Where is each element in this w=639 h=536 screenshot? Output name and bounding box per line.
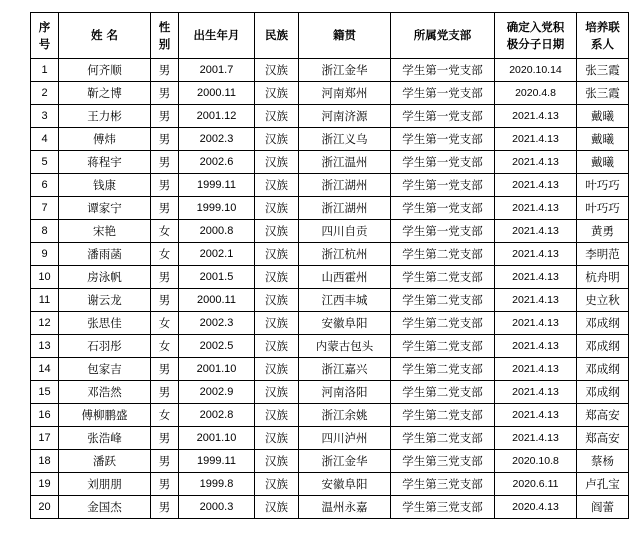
cell-contact: 郑高安 bbox=[577, 427, 629, 450]
cell-origin: 河南洛阳 bbox=[299, 381, 391, 404]
cell-birth: 2001.12 bbox=[179, 105, 255, 128]
cell-branch: 学生第二党支部 bbox=[391, 266, 495, 289]
cell-contact: 黄勇 bbox=[577, 220, 629, 243]
cell-ethnicity: 汉族 bbox=[255, 381, 299, 404]
table-row bbox=[31, 358, 629, 381]
cell-branch: 学生第一党支部 bbox=[391, 128, 495, 151]
cell-date: 2020.10.8 bbox=[495, 450, 577, 473]
cell-origin: 江西丰城 bbox=[299, 289, 391, 312]
cell-gender: 女 bbox=[151, 312, 179, 335]
cell-birth: 1999.10 bbox=[179, 197, 255, 220]
cell-origin: 内蒙古包头 bbox=[299, 335, 391, 358]
cell-birth: 2002.6 bbox=[179, 151, 255, 174]
cell-branch: 学生第二党支部 bbox=[391, 312, 495, 335]
cell-gender: 男 bbox=[151, 266, 179, 289]
cell-origin: 浙江杭州 bbox=[299, 243, 391, 266]
cell-origin: 浙江湖州 bbox=[299, 174, 391, 197]
cell-branch: 学生第三党支部 bbox=[391, 496, 495, 519]
cell-origin: 浙江嘉兴 bbox=[299, 358, 391, 381]
header-seq: 序 号 bbox=[31, 13, 59, 59]
cell-gender: 女 bbox=[151, 335, 179, 358]
cell-ethnicity: 汉族 bbox=[255, 59, 299, 82]
cell-date: 2021.4.13 bbox=[495, 289, 577, 312]
cell-origin: 安徽阜阳 bbox=[299, 312, 391, 335]
cell-date: 2021.4.13 bbox=[495, 427, 577, 450]
cell-seq: 15 bbox=[31, 381, 59, 404]
cell-contact: 杭舟明 bbox=[577, 266, 629, 289]
table-row bbox=[31, 266, 629, 289]
cell-gender: 男 bbox=[151, 59, 179, 82]
cell-gender: 男 bbox=[151, 289, 179, 312]
cell-ethnicity: 汉族 bbox=[255, 174, 299, 197]
cell-name: 潘跃 bbox=[59, 450, 151, 473]
cell-seq: 5 bbox=[31, 151, 59, 174]
cell-name: 谭家宁 bbox=[59, 197, 151, 220]
cell-name: 谢云龙 bbox=[59, 289, 151, 312]
cell-birth: 2002.8 bbox=[179, 404, 255, 427]
cell-birth: 1999.11 bbox=[179, 174, 255, 197]
cell-seq: 13 bbox=[31, 335, 59, 358]
cell-seq: 3 bbox=[31, 105, 59, 128]
cell-date: 2021.4.13 bbox=[495, 312, 577, 335]
cell-date: 2020.4.8 bbox=[495, 82, 577, 105]
cell-branch: 学生第一党支部 bbox=[391, 82, 495, 105]
cell-origin: 安徽阜阳 bbox=[299, 473, 391, 496]
cell-date: 2021.4.13 bbox=[495, 197, 577, 220]
header-row bbox=[31, 13, 629, 59]
cell-gender: 男 bbox=[151, 427, 179, 450]
table-row bbox=[31, 151, 629, 174]
header-gender: 性 别 bbox=[151, 13, 179, 59]
cell-gender: 男 bbox=[151, 151, 179, 174]
cell-branch: 学生第二党支部 bbox=[391, 427, 495, 450]
cell-gender: 男 bbox=[151, 381, 179, 404]
cell-contact: 戴曦 bbox=[577, 105, 629, 128]
table-row bbox=[31, 82, 629, 105]
cell-origin: 四川自贡 bbox=[299, 220, 391, 243]
cell-birth: 1999.11 bbox=[179, 450, 255, 473]
cell-name: 王力彬 bbox=[59, 105, 151, 128]
table-row bbox=[31, 197, 629, 220]
cell-ethnicity: 汉族 bbox=[255, 151, 299, 174]
cell-seq: 18 bbox=[31, 450, 59, 473]
cell-birth: 2002.9 bbox=[179, 381, 255, 404]
table-row bbox=[31, 496, 629, 519]
activist-roster-sheet bbox=[30, 12, 629, 519]
cell-name: 刘朋朋 bbox=[59, 473, 151, 496]
cell-birth: 2002.1 bbox=[179, 243, 255, 266]
cell-gender: 男 bbox=[151, 82, 179, 105]
cell-gender: 男 bbox=[151, 174, 179, 197]
cell-date: 2021.4.13 bbox=[495, 220, 577, 243]
cell-branch: 学生第二党支部 bbox=[391, 243, 495, 266]
cell-seq: 17 bbox=[31, 427, 59, 450]
cell-gender: 男 bbox=[151, 358, 179, 381]
cell-seq: 12 bbox=[31, 312, 59, 335]
cell-seq: 4 bbox=[31, 128, 59, 151]
cell-name: 邓浩然 bbox=[59, 381, 151, 404]
cell-name: 傅柳鹏盛 bbox=[59, 404, 151, 427]
cell-birth: 2002.3 bbox=[179, 312, 255, 335]
cell-gender: 女 bbox=[151, 404, 179, 427]
cell-branch: 学生第一党支部 bbox=[391, 174, 495, 197]
cell-branch: 学生第一党支部 bbox=[391, 220, 495, 243]
header-branch: 所属党支部 bbox=[391, 13, 495, 59]
cell-ethnicity: 汉族 bbox=[255, 335, 299, 358]
cell-branch: 学生第一党支部 bbox=[391, 197, 495, 220]
cell-branch: 学生第二党支部 bbox=[391, 358, 495, 381]
cell-contact: 邓成纲 bbox=[577, 335, 629, 358]
cell-ethnicity: 汉族 bbox=[255, 197, 299, 220]
cell-ethnicity: 汉族 bbox=[255, 404, 299, 427]
cell-branch: 学生第二党支部 bbox=[391, 404, 495, 427]
cell-name: 何齐顺 bbox=[59, 59, 151, 82]
cell-date: 2020.10.14 bbox=[495, 59, 577, 82]
cell-origin: 河南济源 bbox=[299, 105, 391, 128]
cell-contact: 戴曦 bbox=[577, 151, 629, 174]
cell-origin: 浙江湖州 bbox=[299, 197, 391, 220]
cell-branch: 学生第三党支部 bbox=[391, 450, 495, 473]
cell-seq: 10 bbox=[31, 266, 59, 289]
cell-date: 2021.4.13 bbox=[495, 243, 577, 266]
cell-seq: 20 bbox=[31, 496, 59, 519]
cell-contact: 邓成纲 bbox=[577, 312, 629, 335]
cell-origin: 浙江金华 bbox=[299, 450, 391, 473]
cell-ethnicity: 汉族 bbox=[255, 473, 299, 496]
cell-date: 2021.4.13 bbox=[495, 335, 577, 358]
cell-contact: 李明范 bbox=[577, 243, 629, 266]
cell-contact: 叶巧巧 bbox=[577, 174, 629, 197]
cell-ethnicity: 汉族 bbox=[255, 128, 299, 151]
cell-branch: 学生第二党支部 bbox=[391, 289, 495, 312]
cell-date: 2020.6.11 bbox=[495, 473, 577, 496]
cell-origin: 浙江余姚 bbox=[299, 404, 391, 427]
roster-body bbox=[31, 59, 629, 519]
cell-seq: 16 bbox=[31, 404, 59, 427]
cell-ethnicity: 汉族 bbox=[255, 427, 299, 450]
cell-name: 潘雨菡 bbox=[59, 243, 151, 266]
cell-date: 2021.4.13 bbox=[495, 151, 577, 174]
cell-seq: 9 bbox=[31, 243, 59, 266]
cell-seq: 19 bbox=[31, 473, 59, 496]
activist-roster-table bbox=[30, 12, 629, 519]
header-name: 姓 名 bbox=[59, 13, 151, 59]
cell-contact: 戴曦 bbox=[577, 128, 629, 151]
header-contact: 培养联 系人 bbox=[577, 13, 629, 59]
table-row bbox=[31, 128, 629, 151]
cell-contact: 叶巧巧 bbox=[577, 197, 629, 220]
cell-name: 钱康 bbox=[59, 174, 151, 197]
cell-ethnicity: 汉族 bbox=[255, 243, 299, 266]
cell-name: 宋艳 bbox=[59, 220, 151, 243]
cell-name: 傅炜 bbox=[59, 128, 151, 151]
cell-date: 2021.4.13 bbox=[495, 404, 577, 427]
cell-seq: 7 bbox=[31, 197, 59, 220]
cell-name: 蒋程宇 bbox=[59, 151, 151, 174]
cell-ethnicity: 汉族 bbox=[255, 82, 299, 105]
table-row bbox=[31, 404, 629, 427]
cell-name: 房泳帆 bbox=[59, 266, 151, 289]
cell-ethnicity: 汉族 bbox=[255, 496, 299, 519]
cell-ethnicity: 汉族 bbox=[255, 450, 299, 473]
cell-ethnicity: 汉族 bbox=[255, 266, 299, 289]
header-ethnicity: 民族 bbox=[255, 13, 299, 59]
cell-name: 靳之博 bbox=[59, 82, 151, 105]
cell-birth: 2001.5 bbox=[179, 266, 255, 289]
table-row bbox=[31, 450, 629, 473]
cell-birth: 2001.10 bbox=[179, 427, 255, 450]
cell-origin: 浙江金华 bbox=[299, 59, 391, 82]
cell-date: 2021.4.13 bbox=[495, 174, 577, 197]
cell-name: 包家吉 bbox=[59, 358, 151, 381]
cell-origin: 河南郑州 bbox=[299, 82, 391, 105]
cell-birth: 2002.3 bbox=[179, 128, 255, 151]
cell-branch: 学生第一党支部 bbox=[391, 151, 495, 174]
cell-ethnicity: 汉族 bbox=[255, 312, 299, 335]
table-row bbox=[31, 289, 629, 312]
cell-name: 张浩峰 bbox=[59, 427, 151, 450]
cell-origin: 温州永嘉 bbox=[299, 496, 391, 519]
header-date: 确定入党积 极分子日期 bbox=[495, 13, 577, 59]
cell-contact: 卢孔宝 bbox=[577, 473, 629, 496]
table-row bbox=[31, 243, 629, 266]
cell-gender: 女 bbox=[151, 243, 179, 266]
cell-seq: 11 bbox=[31, 289, 59, 312]
cell-date: 2021.4.13 bbox=[495, 128, 577, 151]
cell-contact: 郑高安 bbox=[577, 404, 629, 427]
cell-contact: 邓成纲 bbox=[577, 381, 629, 404]
cell-seq: 2 bbox=[31, 82, 59, 105]
cell-gender: 男 bbox=[151, 105, 179, 128]
cell-date: 2021.4.13 bbox=[495, 381, 577, 404]
cell-birth: 2000.3 bbox=[179, 496, 255, 519]
table-row bbox=[31, 427, 629, 450]
cell-birth: 1999.8 bbox=[179, 473, 255, 496]
cell-contact: 邓成纲 bbox=[577, 358, 629, 381]
table-row bbox=[31, 59, 629, 82]
cell-gender: 男 bbox=[151, 473, 179, 496]
cell-contact: 张三霞 bbox=[577, 59, 629, 82]
cell-branch: 学生第二党支部 bbox=[391, 381, 495, 404]
cell-ethnicity: 汉族 bbox=[255, 220, 299, 243]
cell-name: 石羽彤 bbox=[59, 335, 151, 358]
cell-origin: 山西霍州 bbox=[299, 266, 391, 289]
cell-contact: 阎蕾 bbox=[577, 496, 629, 519]
cell-seq: 14 bbox=[31, 358, 59, 381]
table-row bbox=[31, 335, 629, 358]
cell-contact: 张三霞 bbox=[577, 82, 629, 105]
cell-origin: 浙江义乌 bbox=[299, 128, 391, 151]
header-origin: 籍贯 bbox=[299, 13, 391, 59]
cell-name: 张思佳 bbox=[59, 312, 151, 335]
table-row bbox=[31, 473, 629, 496]
cell-branch: 学生第一党支部 bbox=[391, 59, 495, 82]
cell-birth: 2001.10 bbox=[179, 358, 255, 381]
cell-birth: 2000.11 bbox=[179, 289, 255, 312]
cell-contact: 史立秋 bbox=[577, 289, 629, 312]
table-row bbox=[31, 312, 629, 335]
cell-birth: 2000.8 bbox=[179, 220, 255, 243]
cell-contact: 蔡杨 bbox=[577, 450, 629, 473]
cell-ethnicity: 汉族 bbox=[255, 358, 299, 381]
header-birth: 出生年月 bbox=[179, 13, 255, 59]
cell-gender: 男 bbox=[151, 128, 179, 151]
cell-birth: 2001.7 bbox=[179, 59, 255, 82]
cell-origin: 四川泸州 bbox=[299, 427, 391, 450]
cell-birth: 2002.5 bbox=[179, 335, 255, 358]
cell-branch: 学生第一党支部 bbox=[391, 105, 495, 128]
cell-gender: 女 bbox=[151, 220, 179, 243]
cell-ethnicity: 汉族 bbox=[255, 105, 299, 128]
cell-name: 金国杰 bbox=[59, 496, 151, 519]
table-row bbox=[31, 105, 629, 128]
cell-gender: 男 bbox=[151, 496, 179, 519]
cell-seq: 1 bbox=[31, 59, 59, 82]
table-row bbox=[31, 174, 629, 197]
cell-date: 2021.4.13 bbox=[495, 266, 577, 289]
cell-origin: 浙江温州 bbox=[299, 151, 391, 174]
cell-branch: 学生第三党支部 bbox=[391, 473, 495, 496]
cell-birth: 2000.11 bbox=[179, 82, 255, 105]
cell-gender: 男 bbox=[151, 197, 179, 220]
cell-seq: 8 bbox=[31, 220, 59, 243]
cell-date: 2021.4.13 bbox=[495, 358, 577, 381]
table-row bbox=[31, 381, 629, 404]
table-row bbox=[31, 220, 629, 243]
cell-branch: 学生第二党支部 bbox=[391, 335, 495, 358]
cell-date: 2020.4.13 bbox=[495, 496, 577, 519]
cell-date: 2021.4.13 bbox=[495, 105, 577, 128]
cell-gender: 男 bbox=[151, 450, 179, 473]
cell-seq: 6 bbox=[31, 174, 59, 197]
cell-ethnicity: 汉族 bbox=[255, 289, 299, 312]
